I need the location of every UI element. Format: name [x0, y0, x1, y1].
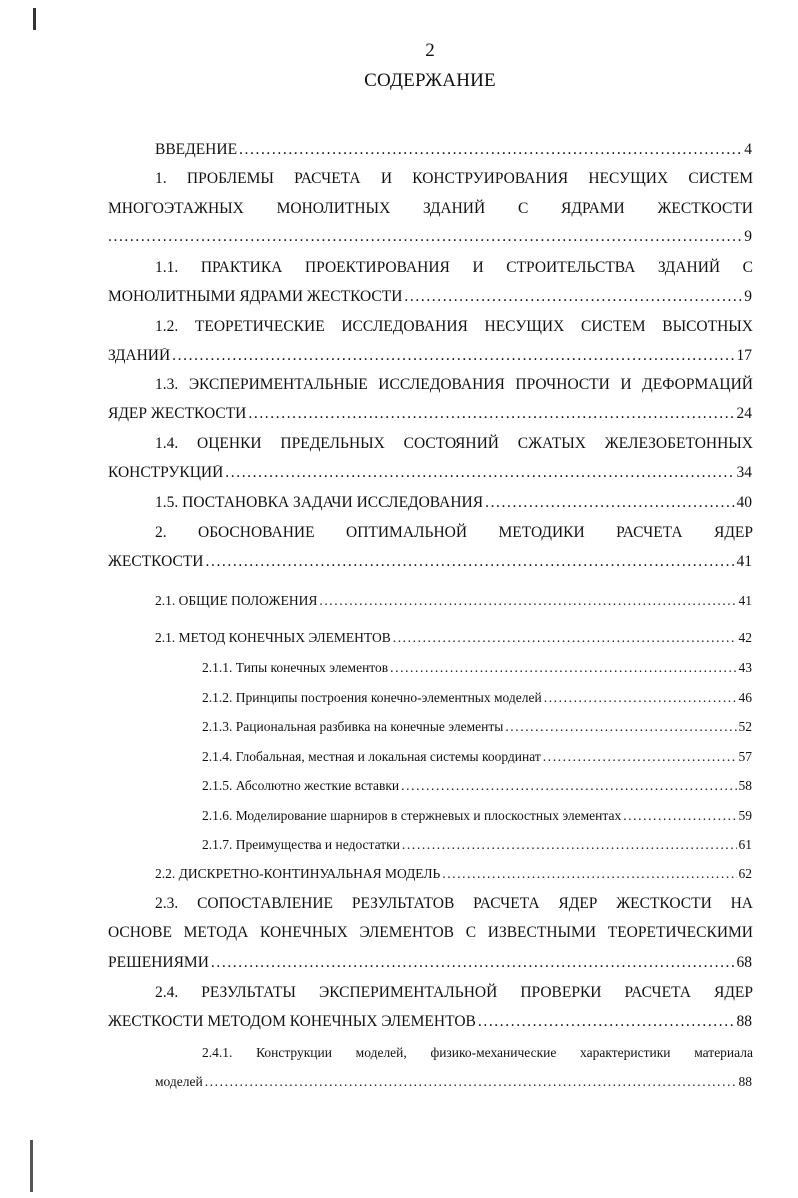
dot-leader — [211, 955, 735, 971]
toc-page-number: 9 — [744, 229, 752, 245]
dot-leader — [393, 630, 737, 646]
toc-entry-s1-2-line1: 1.2. ТЕОРЕТИЧЕСКИЕ ИССЛЕДОВАНИЯ НЕСУЩИХ СИСТЕМ ВЫСОТНЫХ — [155, 318, 753, 335]
dot-leader — [404, 289, 742, 305]
dot-leader — [623, 808, 736, 824]
dot-leader — [401, 778, 736, 794]
toc-entry-s2-1-6 — [202, 808, 752, 824]
toc-entry-text: ЯДЕР ЖЕСТКОСТИ — [108, 406, 247, 422]
toc-page-number: 62 — [738, 866, 752, 881]
toc-page-number: 9 — [744, 289, 752, 305]
toc-entry-s2-1-1 — [202, 660, 752, 676]
toc-entry-s2-1-2 — [202, 690, 752, 706]
toc-entry-ch1-line1: 1. ПРОБЛЕМЫ РАСЧЕТА И КОНСТРУИРОВАНИЯ НЕСУЩИХ СИСТЕМ — [155, 170, 753, 187]
toc-entry-text: 2.1.5. Абсолютно жесткие вставки — [202, 778, 400, 793]
toc-entry-intro — [155, 142, 752, 158]
toc-page-number: 57 — [738, 749, 752, 764]
toc-page-number: 41 — [736, 554, 752, 570]
toc-entry-text: 2.1.2. Принципы построения конечно-элементных моделей — [202, 690, 542, 705]
toc-entry-s2-1-3 — [202, 719, 752, 735]
toc-entry-text: 1.5. ПОСТАНОВКА ЗАДАЧИ ИССЛЕДОВАНИЯ — [155, 495, 484, 511]
toc-page-number: 88 — [738, 1074, 752, 1089]
toc-entry-s2-3-line2: ОСНОВЕ МЕТОДА КОНЕЧНЫХ ЭЛЕМЕНТОВ С ИЗВЕСТНЫМИ ТЕОРЕТИЧЕСКИМИ — [108, 924, 753, 941]
toc-entry-text: 2.1.7. Преимущества и недостатки — [202, 837, 400, 852]
toc-entry-text: 2.1. ОБЩИЕ ПОЛОЖЕНИЯ — [155, 593, 318, 608]
dot-leader — [544, 690, 737, 706]
toc-entry-text: 2.2. ДИСКРЕТНО-КОНТИНУАЛЬНАЯ МОДЕЛЬ — [155, 866, 441, 881]
toc-entry-s2-4-1-line2 — [155, 1074, 752, 1090]
dot-leader — [319, 593, 736, 609]
toc-page-number: 88 — [736, 1014, 752, 1030]
toc-entry-s2-4-line2 — [108, 1014, 752, 1030]
toc-page-number: 43 — [738, 660, 752, 675]
toc-page-number: 52 — [738, 719, 752, 734]
toc-entry-s1-5 — [155, 495, 752, 511]
dot-leader — [505, 719, 736, 735]
toc-page-number: 58 — [738, 778, 752, 793]
dot-leader — [485, 495, 734, 511]
toc-entry-text: ЗДАНИЙ — [108, 348, 171, 364]
dot-leader — [172, 348, 734, 364]
toc-entry-text: 2.1.6. Моделирование шарниров в стержневых и плоскостных элементах — [202, 808, 622, 823]
toc-entry-text: моделей — [155, 1074, 203, 1089]
toc-entry-s2-4-1-line1: 2.4.1. Конструкции моделей, физико-механические характеристики материала — [202, 1045, 753, 1060]
dot-leader — [225, 465, 734, 481]
toc-entry-s2-4-line1: 2.4. РЕЗУЛЬТАТЫ ЭКСПЕРИМЕНТАЛЬНОЙ ПРОВЕРКИ РАСЧЕТА ЯДЕР — [155, 984, 753, 1001]
toc-page-number: 40 — [736, 495, 752, 511]
toc-page-number: 68 — [736, 955, 752, 971]
toc-page-number: 41 — [738, 593, 752, 608]
toc-entry-s2-1-5 — [202, 778, 752, 794]
toc-entry-ch2-line2 — [108, 554, 752, 570]
toc-entry-s2-3-line1: 2.3. СОПОСТАВЛЕНИЕ РЕЗУЛЬТАТОВ РАСЧЕТА ЯДЕР ЖЕСТКОСТИ НА — [155, 895, 753, 912]
toc-entry-s1-4-line1: 1.4. ОЦЕНКИ ПРЕДЕЛЬНЫХ СОСТОЯНИЙ СЖАТЫХ ЖЕЛЕЗОБЕТОННЫХ — [155, 435, 753, 452]
toc-page-number: 34 — [736, 465, 752, 481]
toc-page-number: 24 — [736, 406, 752, 422]
toc-entry-s1-3-line2 — [108, 406, 752, 422]
toc-entry-s1-1-line1: 1.1. ПРАКТИКА ПРОЕКТИРОВАНИЯ И СТРОИТЕЛЬСТВА ЗДАНИЙ С — [155, 259, 753, 276]
toc-entry-s2-1-general — [155, 593, 752, 609]
dot-leader — [205, 1074, 737, 1090]
dot-leader — [248, 406, 734, 422]
toc-entry-s2-3-line3 — [108, 955, 752, 971]
toc-entry-text: РЕШЕНИЯМИ — [108, 955, 209, 971]
scan-mark-top — [33, 8, 36, 30]
toc-entry-s2-1-fem — [155, 630, 752, 646]
toc-entry-s1-4-line2 — [108, 465, 752, 481]
dot-leader — [108, 229, 742, 245]
toc-entry-text: ЖЕСТКОСТИ — [108, 554, 204, 570]
toc-entry-ch2-line1: 2. ОБОСНОВАНИЕ ОПТИМАЛЬНОЙ МЕТОДИКИ РАСЧЕТА ЯДЕР — [155, 524, 753, 541]
toc-entry-text: МОНОЛИТНЫМИ ЯДРАМИ ЖЕСТКОСТИ — [108, 289, 403, 305]
toc-entry-ch1-line2: МНОГОЭТАЖНЫХ МОНОЛИТНЫХ ЗДАНИЙ С ЯДРАМИ ЖЕСТКОСТИ — [108, 200, 753, 217]
toc-entry-s1-3-line1: 1.3. ЭКСПЕРИМЕНТАЛЬНЫЕ ИССЛЕДОВАНИЯ ПРОЧНОСТИ И ДЕФОРМАЦИЙ — [155, 376, 753, 393]
toc-page-number: 59 — [738, 808, 752, 823]
toc-entry-s1-2-line2 — [108, 348, 752, 364]
toc-entry-text: ЖЕСТКОСТИ МЕТОДОМ КОНЕЧНЫХ ЭЛЕМЕНТОВ — [108, 1014, 476, 1030]
toc-entry-text: 2.1. МЕТОД КОНЕЧНЫХ ЭЛЕМЕНТОВ — [155, 630, 391, 645]
dot-leader — [478, 1014, 735, 1030]
toc-entry-s1-1-line2 — [108, 289, 752, 305]
toc-entry-text: 2.1.4. Глобальная, местная и локальная системы координат — [202, 749, 541, 764]
toc-entry-text: ВВЕДЕНИЕ — [155, 142, 238, 158]
toc-entry-text: 2.1.1. Типы конечных элементов — [202, 660, 389, 675]
toc-page-number: 17 — [736, 348, 752, 364]
toc-entry-s2-2 — [155, 866, 752, 882]
dot-leader — [543, 749, 737, 765]
toc-page-number: 4 — [744, 142, 752, 158]
dot-leader — [239, 142, 742, 158]
toc-page-number: 46 — [738, 690, 752, 705]
toc-page-number: 61 — [738, 837, 752, 852]
page-number: 2 — [425, 40, 435, 61]
toc-entry-text: 2.1.3. Рациональная разбивка на конечные элементы — [202, 719, 504, 734]
toc-entry-s2-1-7 — [202, 837, 752, 853]
toc-page-number: 42 — [738, 630, 752, 645]
scan-mark-bottom — [30, 1140, 33, 1192]
dot-leader — [402, 837, 737, 853]
toc-entry-text: КОНСТРУКЦИЙ — [108, 465, 224, 481]
toc-entry-ch1-line3 — [108, 229, 752, 245]
toc-entry-s2-1-4 — [202, 749, 752, 765]
dot-leader — [206, 554, 735, 570]
dot-leader — [442, 866, 736, 882]
page-title: СОДЕРЖАНИЕ — [364, 70, 496, 91]
dot-leader — [390, 660, 736, 676]
